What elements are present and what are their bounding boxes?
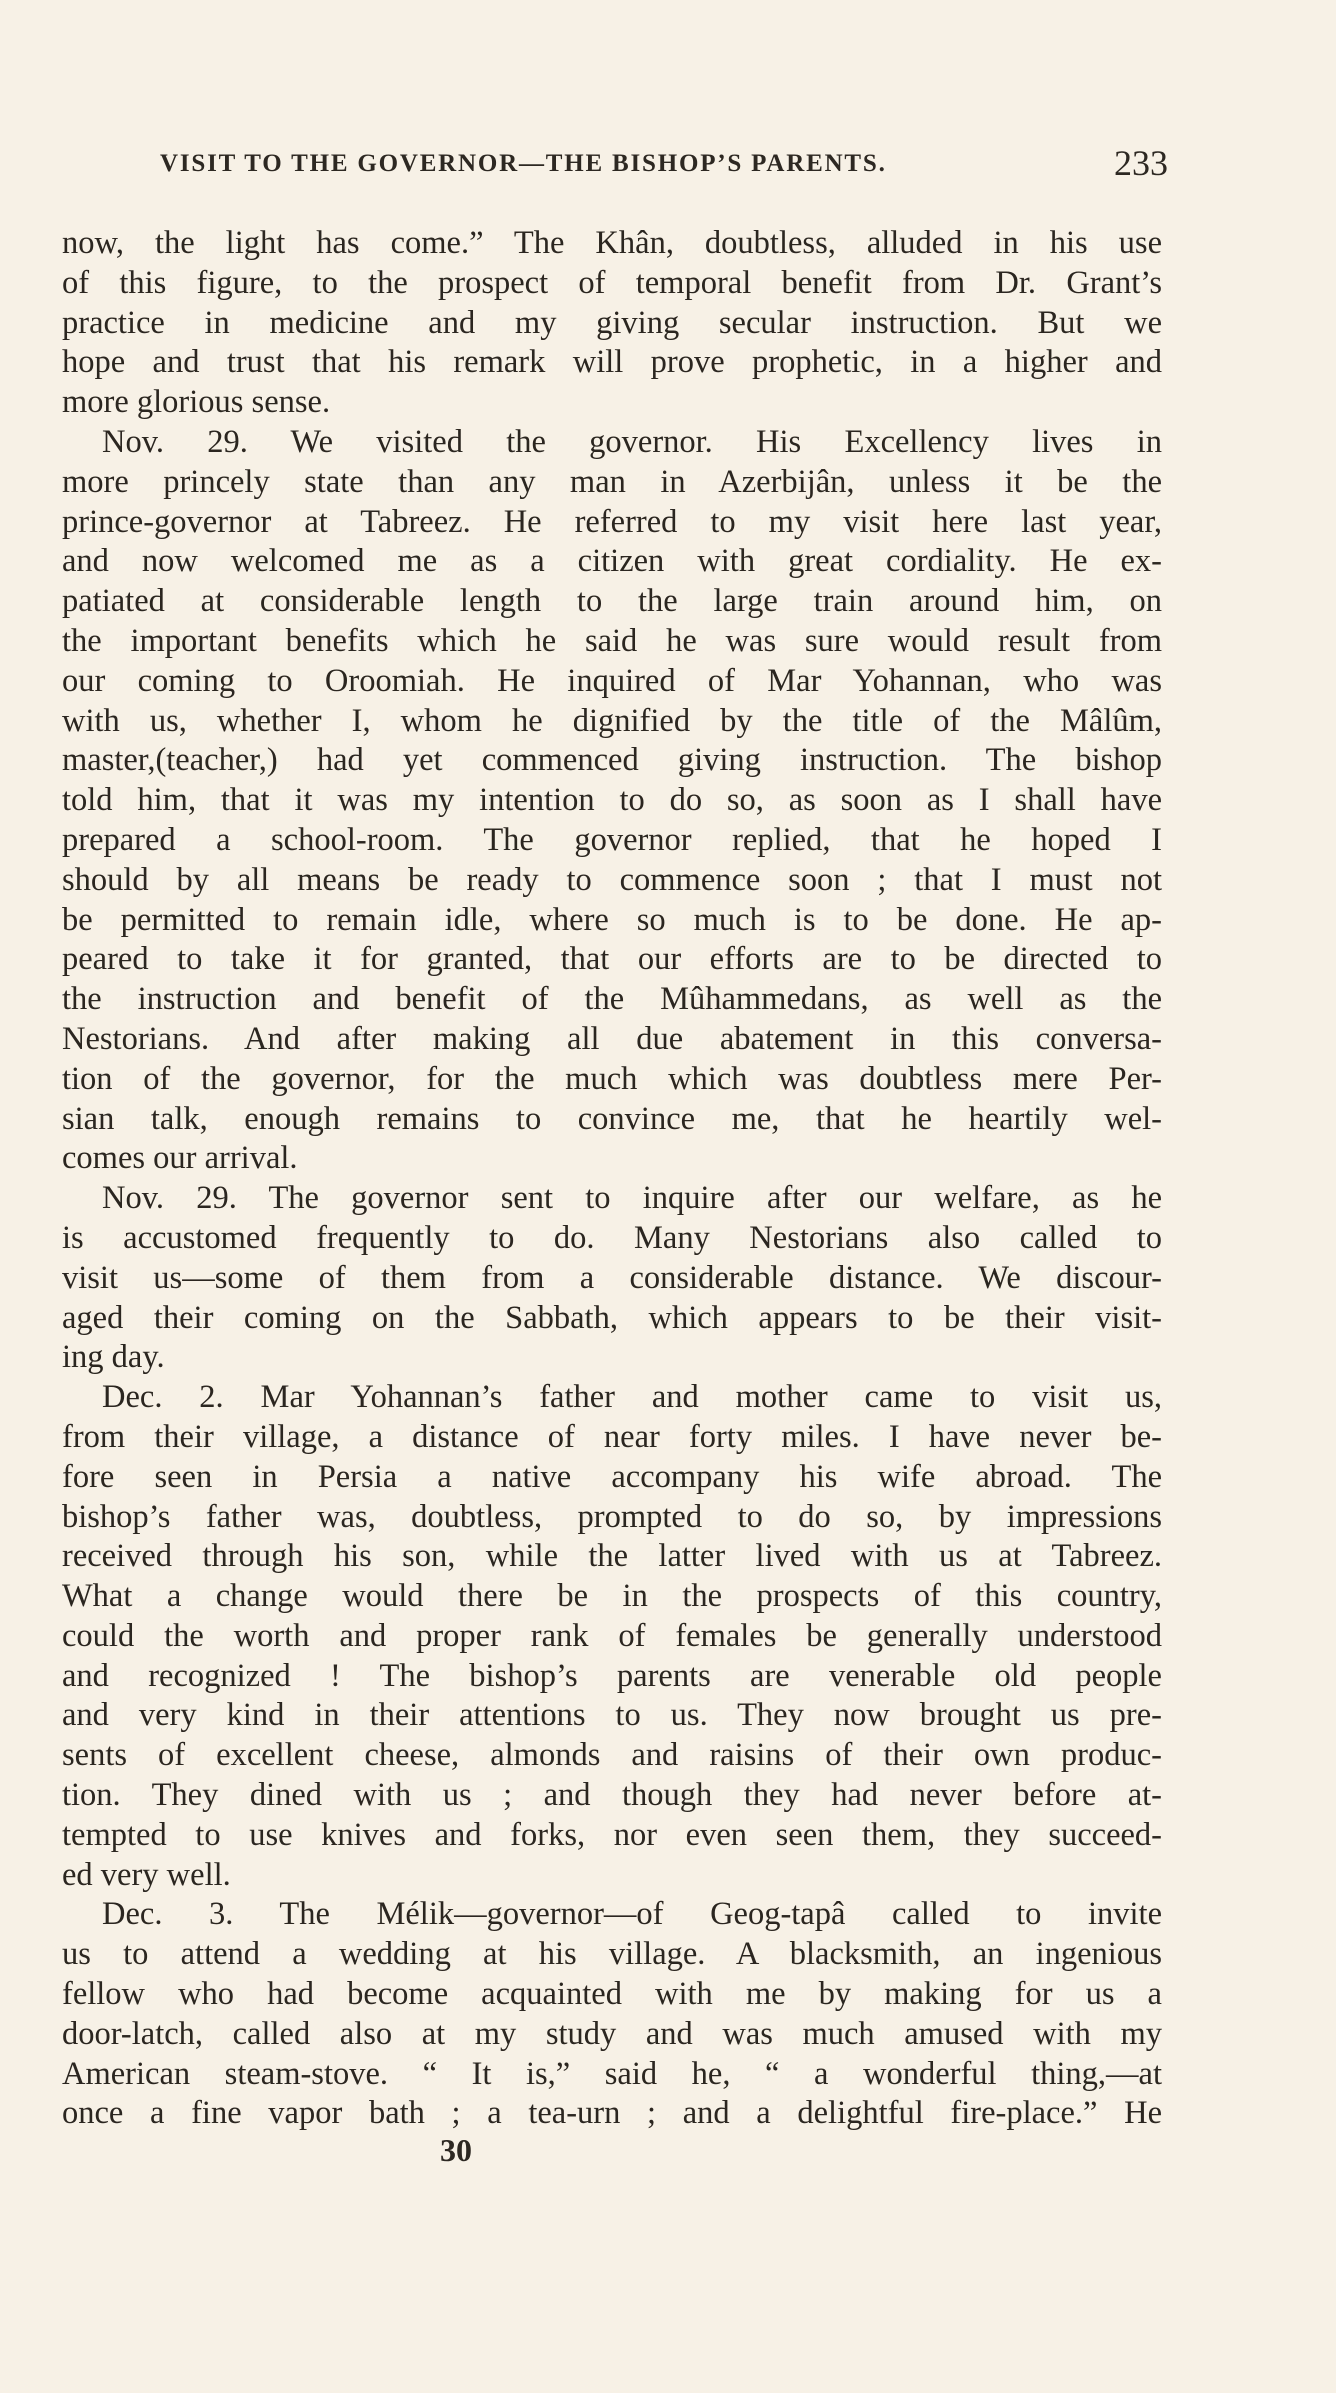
text-line: and now welcomed me as a citizen with great cordiality. He ex- bbox=[62, 543, 1162, 580]
text-line: What a change would there be in the prospects of this country, bbox=[62, 1578, 1162, 1615]
text-line: be permitted to remain idle, where so much is to be done. He ap- bbox=[62, 901, 1162, 938]
text-line: Nestorians. And after making all due abatement in this conversa- bbox=[62, 1020, 1162, 1057]
text-line: is accustomed frequently to do. Many Nestorians also called to bbox=[62, 1219, 1162, 1256]
text-line: American steam-stove. “ It is,” said he, “ a wonderful thing,—at bbox=[62, 2055, 1162, 2092]
text-line: door-latch, called also at my study and was much amused with my bbox=[62, 2015, 1162, 2052]
text-line: Nov. 29. The governor sent to inquire after our welfare, as he bbox=[102, 1180, 1162, 1217]
text-line: master,(teacher,) had yet commenced giving instruction. The bishop bbox=[62, 742, 1162, 779]
text-line: and very kind in their attentions to us. They now brought us pre- bbox=[62, 1697, 1162, 1734]
text-line: once a fine vapor bath ; a tea-urn ; and a delightful fire-place.” He bbox=[62, 2095, 1162, 2132]
text-line: received through his son, while the latter lived with us at Tabreez. bbox=[62, 1538, 1162, 1575]
text-line: Dec. 3. The Mélik—governor—of Geog-tapâ called to invite bbox=[102, 1896, 1162, 1933]
text-line: tempted to use knives and forks, nor even seen them, they succeed- bbox=[62, 1816, 1162, 1853]
text-line: peared to take it for granted, that our efforts are to be directed to bbox=[62, 941, 1162, 978]
text-line: could the worth and proper rank of females be generally understood bbox=[62, 1617, 1162, 1654]
text-line: practice in medicine and my giving secular instruction. But we bbox=[62, 304, 1162, 341]
text-line: tion of the governor, for the much which was doubtless mere Per- bbox=[62, 1060, 1162, 1097]
text-line: fellow who had become acquainted with me by making for us a bbox=[62, 1976, 1162, 2013]
text-line: sian talk, enough remains to convince me, that he heartily wel- bbox=[62, 1100, 1162, 1137]
text-line: ing day. bbox=[62, 1339, 165, 1376]
signature-mark: 30 bbox=[440, 2132, 472, 2168]
text-line: fore seen in Persia a native accompany his wife abroad. The bbox=[62, 1458, 1162, 1495]
text-line: sents of excellent cheese, almonds and raisins of their own produc- bbox=[62, 1737, 1162, 1774]
text-line: visit us—some of them from a considerable distance. We discour- bbox=[62, 1259, 1162, 1296]
running-head: VISIT TO THE GOVERNOR—THE BISHOP’S PARENTS. bbox=[160, 150, 887, 177]
text-line: and recognized ! The bishop’s parents are venerable old people bbox=[62, 1657, 1162, 1694]
text-line: hope and trust that his remark will prove prophetic, in a higher and bbox=[62, 344, 1162, 381]
text-line: ed very well. bbox=[62, 1856, 231, 1893]
text-line: from their village, a distance of near forty miles. I have never be- bbox=[62, 1418, 1162, 1455]
page-number: 233 bbox=[1114, 143, 1168, 183]
body-text bbox=[62, 224, 1162, 2134]
text-line: of this figure, to the prospect of temporal benefit from Dr. Grant’s bbox=[62, 264, 1162, 301]
page-header bbox=[160, 142, 1168, 192]
text-line: should by all means be ready to commence soon ; that I must not bbox=[62, 861, 1162, 898]
text-line: tion. They dined with us ; and though they had never before at- bbox=[62, 1777, 1162, 1814]
text-line: bishop’s father was, doubtless, prompted to do so, by impressions bbox=[62, 1498, 1162, 1535]
text-line: more princely state than any man in Azerbijân, unless it be the bbox=[62, 463, 1162, 500]
text-line: the important benefits which he said he was sure would result from bbox=[62, 622, 1162, 659]
text-line: Nov. 29. We visited the governor. His Excellency lives in bbox=[102, 423, 1162, 460]
text-line: prince-governor at Tabreez. He referred to my visit here last year, bbox=[62, 503, 1162, 540]
text-line: prepared a school-room. The governor replied, that he hoped I bbox=[62, 821, 1162, 858]
text-line: told him, that it was my intention to do so, as soon as I shall have bbox=[62, 782, 1162, 819]
text-line: with us, whether I, whom he dignified by the title of the Mâlûm, bbox=[62, 702, 1162, 739]
text-line: Dec. 2. Mar Yohannan’s father and mother came to visit us, bbox=[102, 1379, 1162, 1416]
text-line: our coming to Oroomiah. He inquired of Mar Yohannan, who was bbox=[62, 662, 1162, 699]
text-line: more glorious sense. bbox=[62, 384, 331, 421]
text-line: us to attend a wedding at his village. A blacksmith, an ingenious bbox=[62, 1936, 1162, 1973]
text-line: comes our arrival. bbox=[62, 1140, 298, 1177]
text-line: now, the light has come.” The Khân, doubtless, alluded in his use bbox=[62, 225, 1162, 261]
text-line: aged their coming on the Sabbath, which appears to be their visit- bbox=[62, 1299, 1162, 1336]
text-line: the instruction and benefit of the Mûhammedans, as well as the bbox=[62, 981, 1162, 1018]
text-line: patiated at considerable length to the large train around him, on bbox=[62, 583, 1162, 620]
